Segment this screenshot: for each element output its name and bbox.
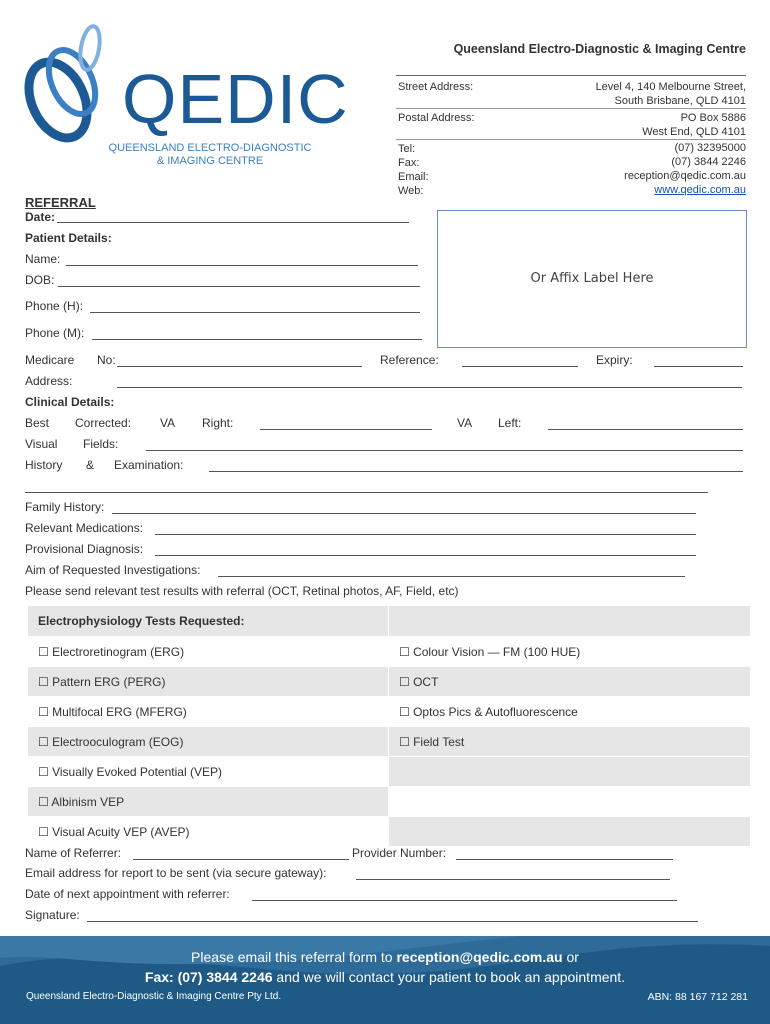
table-cell-empty (389, 757, 751, 787)
footer-abn: ABN: 88 167 712 281 (647, 991, 748, 1003)
table-row (28, 727, 751, 757)
referrer-name-label: Name of Referrer: (25, 846, 122, 860)
aim-label: Aim of Requested Investigations: (25, 563, 201, 577)
va-left-field[interactable] (548, 429, 743, 430)
address-label: Address: (25, 374, 73, 388)
table-row (28, 787, 751, 817)
va-left-label: VA (457, 416, 473, 430)
test-option-avep[interactable]: ☐ Visual Acuity VEP (AVEP) (28, 817, 389, 847)
reference-label: Reference: (380, 353, 439, 367)
logo-rings-icon (24, 20, 124, 160)
street-address-value (596, 80, 746, 108)
date-field[interactable] (57, 222, 409, 223)
fax-label: Fax: (398, 157, 420, 169)
postal-line2: West End, QLD 4101 (642, 126, 746, 138)
table-cell-empty (389, 606, 751, 637)
table-row (28, 757, 751, 787)
footer-fax: Fax: (07) 3844 2246 (144, 969, 273, 985)
date-label: Date: (25, 210, 56, 224)
tel-value: (07) 32395000 (674, 142, 746, 154)
report-email-label: Email address for report to be sent (via secure gateway): (25, 866, 327, 880)
clinical-details-heading: Clinical Details: (25, 395, 115, 409)
footer-fax-line (0, 969, 770, 985)
web-label: Web: (398, 185, 424, 197)
relevant-medications-label: Relevant Medications: (25, 521, 144, 535)
footer-line1-or: or (562, 949, 579, 965)
left-label: Left: (498, 416, 522, 430)
test-option-vep[interactable]: ☐ Visually Evoked Potential (VEP) (28, 757, 389, 787)
table-cell-empty (389, 817, 751, 847)
test-option-colour-vision[interactable]: ☐ Colour Vision — FM (100 HUE) (389, 637, 751, 667)
table-cell-empty (389, 787, 751, 817)
signature-label: Signature: (25, 908, 80, 922)
referrer-name-field[interactable] (133, 859, 349, 860)
contact-labels (398, 142, 429, 198)
street-line1: Level 4, 140 Melbourne Street, (595, 81, 746, 93)
referral-title: REFERRAL (25, 195, 96, 210)
footer-line1-text: Please email this referral form to (191, 949, 397, 965)
reference-field[interactable] (462, 366, 578, 367)
test-option-eog[interactable]: ☐ Electrooculogram (EOG) (28, 727, 389, 757)
medicare-number-field[interactable] (117, 366, 362, 367)
please-send-note: Please send relevant test results with referral (OCT, Retinal photos, AF, Field, etc) (25, 584, 459, 598)
best-label: Best (25, 416, 50, 430)
street-line2: South Brisbane, QLD 4101 (614, 95, 746, 107)
medicare-no-label: No: (97, 353, 116, 367)
expiry-label: Expiry: (596, 353, 633, 367)
corrected-label: Corrected: (75, 416, 132, 430)
table-row (28, 817, 751, 847)
footer-banner (0, 936, 770, 1024)
address-field[interactable] (117, 387, 742, 388)
test-option-mferg[interactable]: ☐ Multifocal ERG (MFERG) (28, 697, 389, 727)
provider-number-field[interactable] (456, 859, 673, 860)
expiry-field[interactable] (654, 366, 743, 367)
email-value: reception@qedic.com.au (624, 170, 746, 182)
patient-details-heading: Patient Details: (25, 231, 112, 245)
right-label: Right: (202, 416, 234, 430)
table-row (28, 606, 751, 637)
table-row (28, 637, 751, 667)
street-address-label: Street Address: (398, 81, 474, 93)
fax-value: (07) 3844 2246 (671, 156, 746, 168)
medicare-label: Medicare (25, 353, 75, 367)
test-option-erg[interactable]: ☐ Electroretinogram (ERG) (28, 637, 389, 667)
header-divider (396, 108, 746, 109)
test-option-perg[interactable]: ☐ Pattern ERG (PERG) (28, 667, 389, 697)
table-row (28, 667, 751, 697)
contact-values (624, 141, 746, 197)
footer-email-link[interactable]: reception@qedic.com.au (396, 949, 563, 965)
affix-label-text: Or Affix Label Here (530, 271, 654, 286)
email-label: Email: (398, 171, 429, 183)
phone-mobile-field[interactable] (92, 339, 422, 340)
test-option-albinism-vep[interactable]: ☐ Albinism VEP (28, 787, 389, 817)
footer-line2-text: and we will contact your patient to book an appointment. (272, 969, 626, 985)
test-option-oct[interactable]: ☐ OCT (389, 667, 751, 697)
affix-label-box (437, 210, 747, 348)
footer-company: Queensland Electro-Diagnostic & Imaging Centre Pty Ltd. (26, 991, 282, 1002)
history-examination-field-line2[interactable] (25, 492, 708, 493)
provisional-diagnosis-label: Provisional Diagnosis: (25, 542, 144, 556)
logo-sub-line1: QUEENSLAND ELECTRO-DIAGNOSTIC (108, 142, 312, 154)
phone-home-label: Phone (H): (25, 299, 84, 313)
logo-subtitle (100, 142, 320, 168)
history-examination-field[interactable] (209, 471, 743, 472)
tests-heading: Electrophysiology Tests Requested: (28, 606, 389, 637)
provider-number-label: Provider Number: (352, 846, 447, 860)
tel-label: Tel: (398, 143, 416, 155)
test-option-optos[interactable]: ☐ Optos Pics & Autofluorescence (389, 697, 751, 727)
visual-fields-field[interactable] (146, 450, 743, 451)
family-history-field[interactable] (112, 513, 696, 514)
provisional-diagnosis-field[interactable] (155, 555, 696, 556)
history-label: History (25, 458, 63, 472)
name-field[interactable] (66, 265, 418, 266)
postal-line1: PO Box 5886 (680, 112, 746, 124)
aim-field[interactable] (218, 576, 685, 577)
ampersand-label: & (86, 458, 95, 472)
visual-label: Visual (25, 437, 58, 451)
header-divider (396, 75, 746, 76)
name-label: Name: (25, 252, 61, 266)
org-name: Queensland Electro-Diagnostic & Imaging Centre (453, 42, 746, 56)
footer-email-line (0, 949, 770, 965)
logo-wordmark: QEDIC (122, 60, 349, 138)
postal-address-label: Postal Address: (398, 112, 475, 124)
report-email-field[interactable] (356, 879, 670, 880)
dob-label: DOB: (25, 273, 55, 287)
logo-sub-line2: & IMAGING CENTRE (156, 155, 264, 167)
next-appointment-field[interactable] (252, 900, 677, 901)
relevant-medications-field[interactable] (155, 534, 696, 535)
va-right-label: VA (160, 416, 176, 430)
examination-label: Examination: (114, 458, 184, 472)
signature-field[interactable] (87, 921, 698, 922)
next-appointment-label: Date of next appointment with referrer: (25, 887, 230, 901)
va-right-field[interactable] (260, 429, 432, 430)
postal-address-value (642, 111, 746, 139)
header-divider (396, 139, 746, 140)
test-option-field-test[interactable]: ☐ Field Test (389, 727, 751, 757)
phone-mobile-label: Phone (M): (25, 326, 85, 340)
fields-label: Fields: (83, 437, 119, 451)
phone-home-field[interactable] (90, 312, 420, 313)
qedic-logo (24, 20, 349, 170)
table-row (28, 697, 751, 727)
website-link[interactable]: www.qedic.com.au (654, 184, 746, 196)
family-history-label: Family History: (25, 500, 105, 514)
dob-field[interactable] (58, 286, 420, 287)
electrophysiology-tests-table (27, 605, 751, 847)
